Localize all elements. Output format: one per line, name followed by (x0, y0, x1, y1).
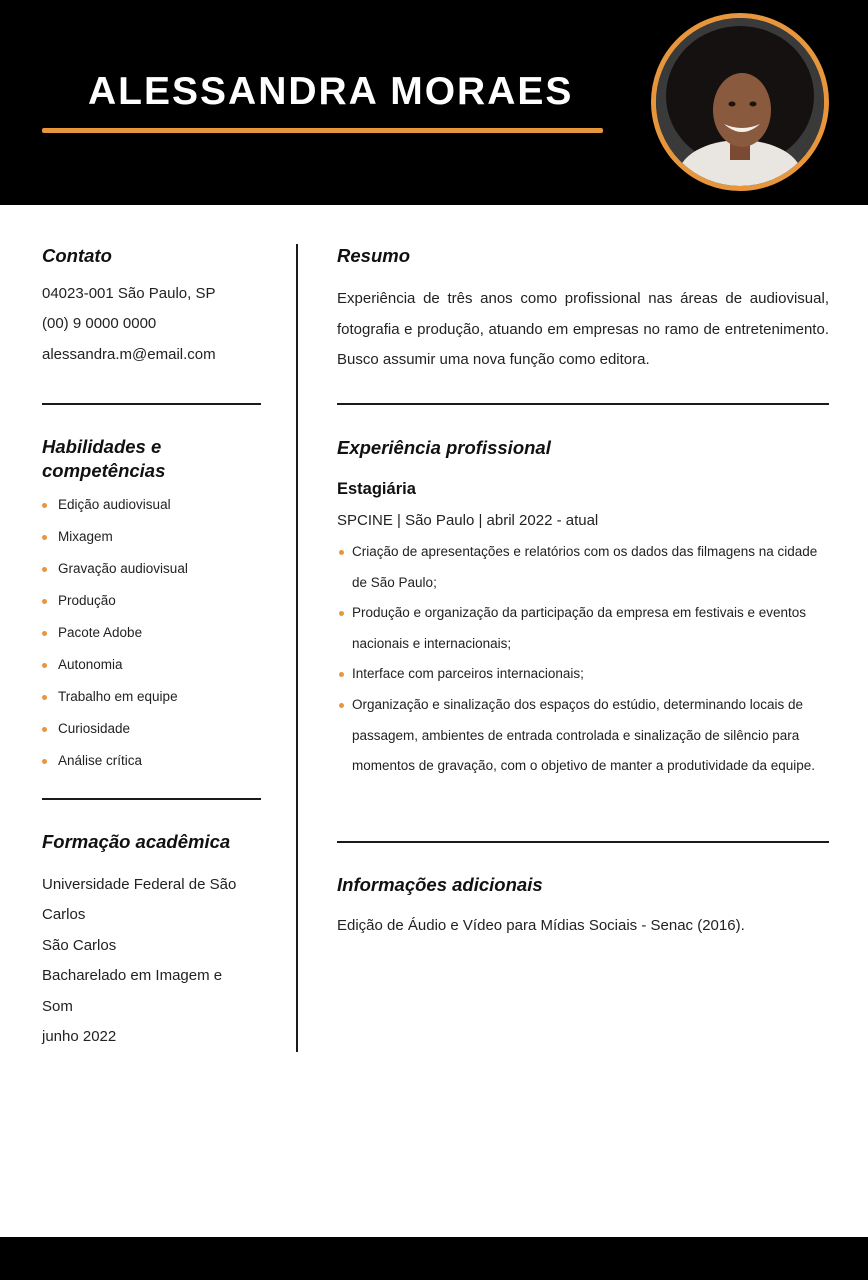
bullet-icon (42, 727, 47, 732)
bullet-icon (42, 599, 47, 604)
contact-title: Contato (42, 245, 112, 266)
education-line: Carlos (42, 906, 86, 923)
additional-title: Informações adicionais (337, 874, 543, 895)
skills-separator (42, 798, 261, 800)
contact-email: alessandra.m@email.com (42, 346, 216, 363)
bullet-icon (339, 550, 344, 555)
experience-separator (337, 841, 829, 843)
column-divider (296, 244, 298, 1052)
footer-bar (0, 1237, 868, 1280)
experience-bullet: Organização e sinalização dos espaços do estúdio, determinando locais de passagem, ambientes de entrada controlada e sinalização de silêncio para momentos de gravação, com o objetivo de manter a produtividade da equipe. (337, 690, 829, 782)
experience-bullet: Criação de apresentações e relatórios com os dados das filmagens na cidade de São Paulo; (337, 537, 829, 598)
profile-photo (651, 13, 829, 191)
header-banner (0, 0, 868, 205)
bullet-icon (339, 672, 344, 677)
candidate-name: ALESSANDRA MORAES (88, 70, 574, 113)
education-title: Formação acadêmica (42, 831, 231, 852)
job-meta: SPCINE | São Paulo | abril 2022 - atual (337, 512, 599, 529)
skills-title-line1: Habilidades e (42, 436, 162, 457)
bullet-icon (42, 567, 47, 572)
skills-title-line2: competências (42, 460, 166, 481)
bullet-icon (339, 611, 344, 616)
education-line: Bacharelado em Imagem e (42, 967, 223, 984)
contact-address: 04023-001 São Paulo, SP (42, 285, 216, 302)
experience-bullet: Interface com parceiros internacionais; (337, 659, 829, 690)
contact-separator (42, 403, 261, 405)
education-line: São Carlos (42, 937, 117, 954)
contact-phone: (00) 9 0000 0000 (42, 315, 157, 332)
bullet-icon (42, 759, 47, 764)
experience-bullet: Produção e organização da participação da empresa em festivais e eventos nacionais e internacionais; (337, 598, 829, 659)
education-line: Universidade Federal de São (42, 876, 237, 893)
education-line: junho 2022 (42, 1028, 117, 1045)
summary-text: Experiência de três anos como profissional nas áreas de audiovisual, fotografia e produção, atuando em empresas no ramo de entretenimento. Busco assumir uma nova função como editora. (337, 290, 829, 368)
bullet-icon (42, 663, 47, 668)
job-title: Estagiária (337, 480, 416, 498)
education-line: Som (42, 998, 73, 1015)
profile-photo-image (656, 18, 824, 186)
bullet-icon (42, 631, 47, 636)
experience-title: Experiência profissional (337, 437, 551, 458)
bullet-icon (339, 703, 344, 708)
summary-separator (337, 403, 829, 405)
bullet-icon (42, 535, 47, 540)
bullet-icon (42, 503, 47, 508)
summary-title: Resumo (337, 245, 410, 266)
name-underline (42, 128, 603, 133)
bullet-icon (42, 695, 47, 700)
additional-text: Edição de Áudio e Vídeo para Mídias Sociais - Senac (2016). (337, 917, 745, 934)
